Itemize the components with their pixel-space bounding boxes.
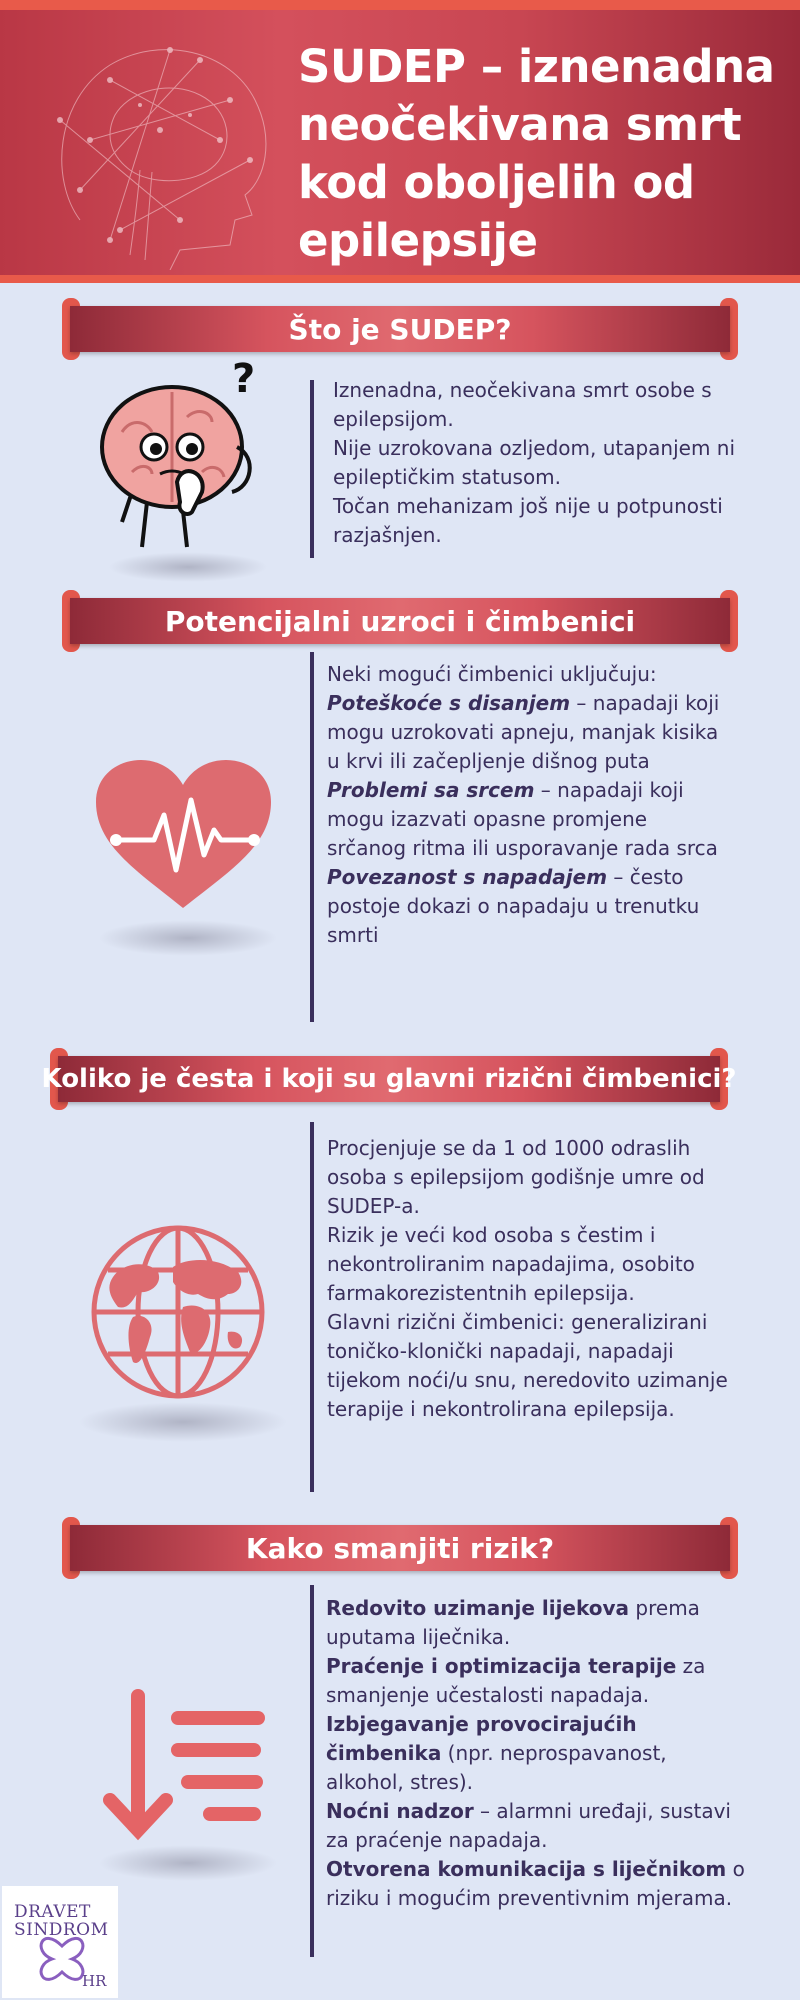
list-item: Povezanost s napadajem – često postoje dokazi o napadaju u trenutku smrti: [327, 865, 700, 947]
list-item: Redovito uzimanje lijekova prema uputama liječnika.: [326, 1596, 700, 1649]
section-heading: Koliko je česta i koji su glavni rizični čimbenici?: [41, 1064, 737, 1094]
section-heading: Potencijalni uzroci i čimbenici: [164, 604, 636, 638]
section-heading-banner: [62, 590, 738, 652]
globe-icon: [88, 1222, 268, 1402]
section-divider-line: [310, 380, 314, 558]
list-item: Otvorena komunikacija s liječnikom o riziku i mogućim preventivnim mjerama.: [326, 1857, 745, 1910]
text-line: Rizik je veći kod osoba s čestim i nekontroliranim napadajima, osobito farmakorezistentnih epilepsija.: [327, 1223, 695, 1305]
section-text: [333, 376, 753, 550]
page-title: SUDEP – iznenadna neočekivana smrt kod oboljelih od epilepsije: [298, 40, 775, 267]
section-divider-line: [310, 652, 314, 1022]
text-line: Iznenadna, neočekivana smrt osobe s epilepsijom.: [333, 378, 712, 431]
text-line: Procjenjuje se da 1 od 1000 odraslih osoba s epilepsijom godišnje umre od SUDEP-a.: [327, 1136, 705, 1218]
section-heading-banner: [62, 1517, 738, 1579]
confused-brain-icon: [92, 362, 277, 562]
section-text: [327, 1134, 732, 1424]
text-line: Neki mogući čimbenici uključuju:: [327, 662, 657, 686]
sort-descending-icon: [100, 1688, 270, 1848]
dravet-sindrom-logo: [2, 1886, 118, 1998]
section-heading-banner: [62, 298, 738, 360]
section-text: [327, 660, 732, 950]
header-banner: [0, 10, 800, 275]
text-line: Nije uzrokovana ozljedom, utapanjem ni epileptičkim statusom.: [333, 436, 736, 489]
list-item: Izbjegavanje provocirajućih čimbenika (npr. neprospavanost, alkohol, stres).: [326, 1712, 667, 1794]
svg-text:?: ?: [232, 362, 256, 402]
section-heading: Kako smanjiti rizik?: [245, 1531, 555, 1565]
section-heading-banner: [41, 1048, 737, 1110]
section-divider-line: [310, 1585, 314, 1957]
list-item: Noćni nadzor – alarmni uređaji, sustavi za praćenje napadaja.: [326, 1799, 731, 1852]
section-text: [326, 1594, 746, 1913]
list-item: Poteškoće s disanjem – napadaji koji mogu uzrokovati apneju, manjak kisika u krvi ili začepljenje dišnog puta: [327, 691, 720, 773]
section-heading: Što je SUDEP?: [288, 312, 512, 346]
icon-shadow: [98, 920, 278, 956]
section-divider-line: [310, 1122, 314, 1492]
human-head-brain-icon: [20, 20, 290, 270]
logo-text-line: DRAVET: [14, 1902, 91, 1922]
text-line: Glavni rizični čimbenici: generalizirani toničko-klonički napadaji, napadaji tijekom noći/u snu, neredovito uzimanje terapije i nekontrolirana epilepsija.: [327, 1310, 728, 1421]
heart-pulse-icon: [96, 760, 271, 910]
header-bottom-strip: [0, 275, 800, 283]
icon-shadow: [78, 1402, 288, 1442]
list-item: Problemi sa srcem – napadaji koji mogu izazvati opasne promjene srčanog ritma ili usporavanje rada srca: [327, 778, 718, 860]
icon-shadow: [98, 1845, 278, 1881]
list-item: Praćenje i optimizacija terapije za smanjenje učestalosti napadaja.: [326, 1654, 706, 1707]
top-accent-strip: [0, 0, 800, 10]
logo-suffix: HR: [82, 1972, 107, 1990]
text-line: Točan mehanizam još nije u potpunosti razjašnjen.: [333, 494, 723, 547]
logo-text-line: SINDROM: [14, 1920, 109, 1940]
